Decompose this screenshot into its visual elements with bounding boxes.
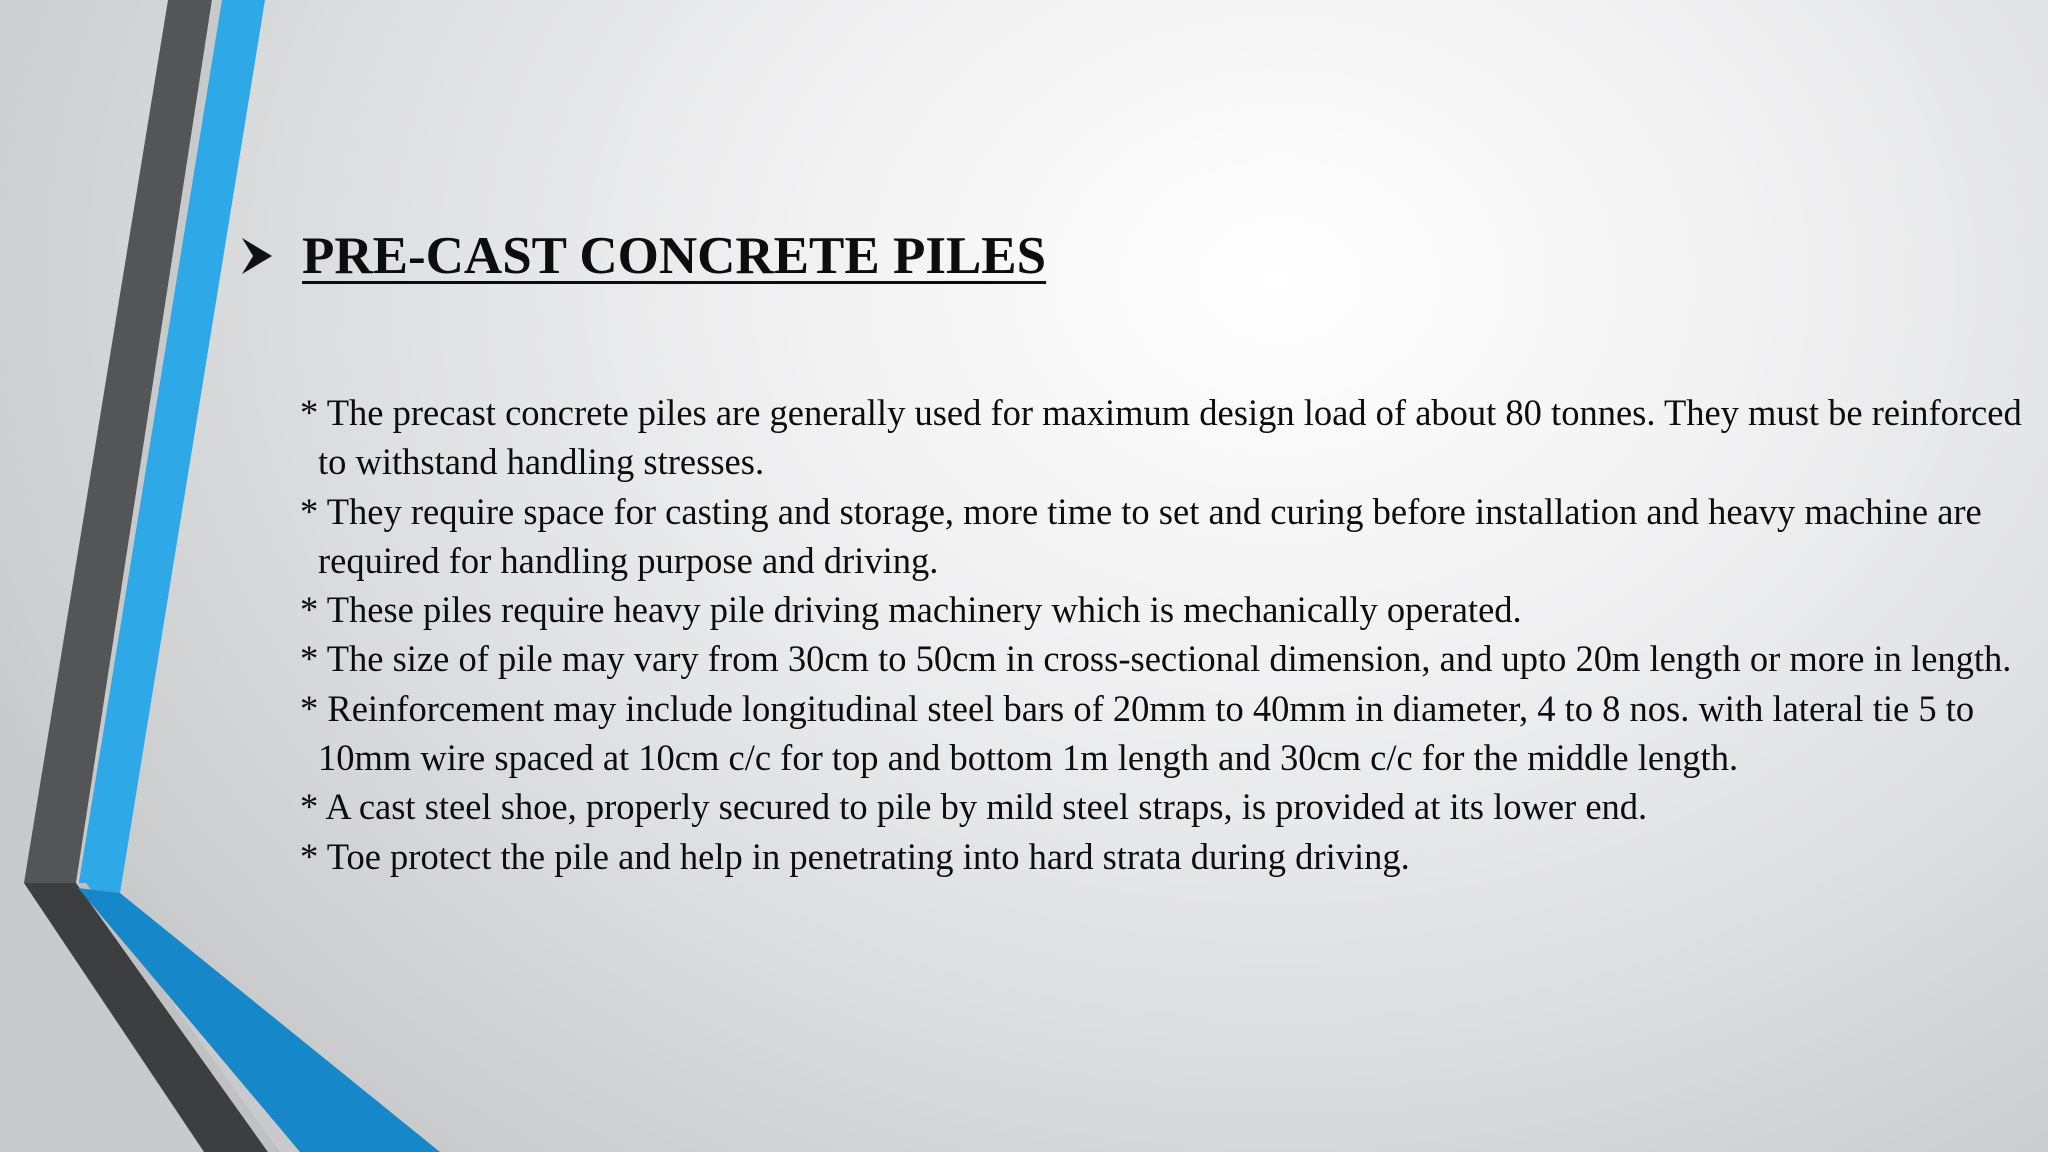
arrowhead-bullet-icon [240,236,274,276]
bullet-item: * Toe protect the pile and help in penetrating into hard strata during driving. [300,835,1410,877]
title-row [240,224,1046,288]
bullet-list [300,388,2035,881]
bullet-item: * They require space for casting and storage, more time to set and curing before installation and heavy machine are required for handling purpose and driving. [300,490,1982,581]
bullet-item: * Reinforcement may include longitudinal steel bars of 20mm to 40mm in diameter, 4 to 8 nos. with lateral tie 5 to 10mm wire spaced at 10cm c/c for top and bottom 1m length and 30cm c/c for the middle length. [300,687,1975,779]
bullet-item: * The precast concrete piles are generally used for maximum design load of about 80 tonnes. They must be reinforced to withstand handling stresses. [300,392,2022,483]
slide-title: PRE-CAST CONCRETE PILES [302,227,1047,285]
bullet-item: * A cast steel shoe, properly secured to pile by mild steel straps, is provided at its lower end. [300,786,1648,828]
bullet-item: * The size of pile may vary from 30cm to 50cm in cross-sectional dimension, and upto 20m length or more in length. [300,638,2012,680]
bullet-item: * These piles require heavy pile driving machinery which is mechanically operated. [300,589,1522,631]
